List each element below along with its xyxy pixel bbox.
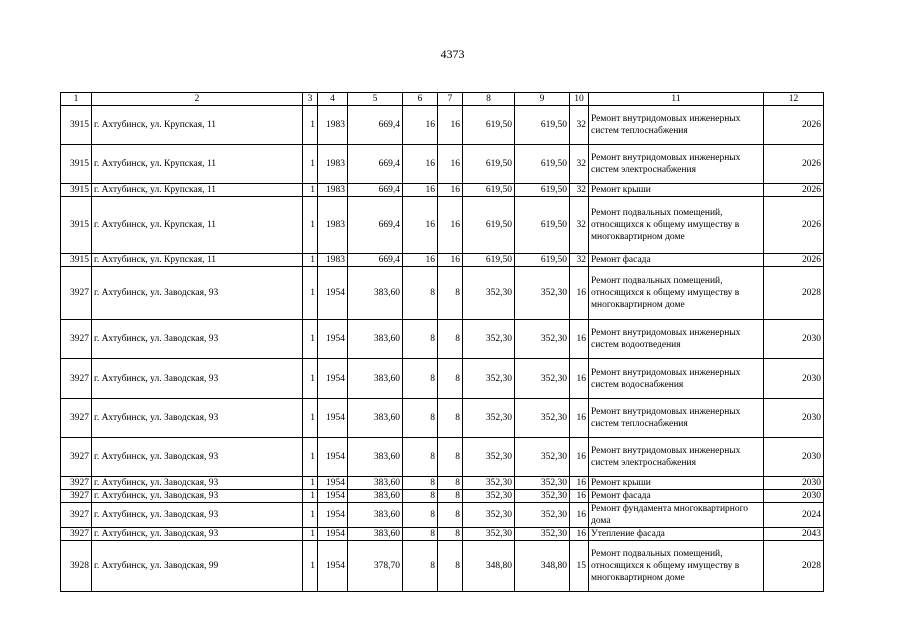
cell-year: 1954 [318,267,348,320]
header-cell: 7 [438,93,463,106]
cell-col3: 1 [303,320,318,359]
cell-id: 3927 [61,490,92,503]
cell-work-type: Ремонт крыши [589,477,764,490]
cell-col6: 8 [403,399,438,438]
cell-col8: 619,50 [463,145,515,184]
cell-col6: 16 [403,184,438,197]
cell-work-type: Ремонт внутридомовых инженерных систем водоотведения [589,320,764,359]
cell-col8: 352,30 [463,267,515,320]
cell-work-type: Ремонт внутридомовых инженерных систем теплоснабжения [589,106,764,145]
table-row [61,503,824,528]
cell-col10: 16 [570,477,589,490]
cell-work-type: Ремонт подвальных помещений, относящихся к общему имуществу в многоквартирном доме [589,197,764,254]
cell-area: 383,60 [348,438,403,477]
cell-col7: 16 [438,197,463,254]
cell-col9: 352,30 [515,267,570,320]
cell-address: г. Ахтубинск, ул. Заводская, 93 [92,503,303,528]
cell-year-due: 2043 [764,528,824,541]
cell-col3: 1 [303,267,318,320]
cell-year-due: 2026 [764,197,824,254]
cell-year: 1954 [318,359,348,399]
cell-area: 669,4 [348,106,403,145]
cell-col10: 16 [570,320,589,359]
table-row [61,145,824,184]
cell-year-due: 2028 [764,541,824,592]
header-cell: 10 [570,93,589,106]
cell-year: 1954 [318,528,348,541]
cell-col6: 8 [403,503,438,528]
cell-year-due: 2030 [764,320,824,359]
cell-col10: 32 [570,197,589,254]
cell-address: г. Ахтубинск, ул. Заводская, 93 [92,399,303,438]
cell-id: 3915 [61,197,92,254]
header-cell: 2 [92,93,303,106]
cell-address: г. Ахтубинск, ул. Заводская, 99 [92,541,303,592]
header-cell: 6 [403,93,438,106]
cell-area: 669,4 [348,197,403,254]
cell-col9: 619,50 [515,184,570,197]
table-row [61,254,824,267]
cell-id: 3927 [61,477,92,490]
header-cell: 3 [303,93,318,106]
cell-col6: 8 [403,320,438,359]
header-cell: 4 [318,93,348,106]
cell-col9: 352,30 [515,503,570,528]
cell-year: 1954 [318,541,348,592]
cell-id: 3927 [61,438,92,477]
table-row [61,528,824,541]
cell-area: 383,60 [348,267,403,320]
cell-year: 1954 [318,503,348,528]
cell-col9: 348,80 [515,541,570,592]
cell-id: 3927 [61,320,92,359]
cell-col9: 352,30 [515,490,570,503]
table-row [61,320,824,359]
cell-id: 3927 [61,503,92,528]
cell-area: 669,4 [348,145,403,184]
cell-col8: 352,30 [463,503,515,528]
cell-address: г. Ахтубинск, ул. Заводская, 93 [92,477,303,490]
header-row [61,93,824,106]
cell-col6: 8 [403,541,438,592]
cell-work-type: Ремонт фасада [589,254,764,267]
header-cell: 1 [61,93,92,106]
cell-col10: 16 [570,528,589,541]
cell-year-due: 2030 [764,359,824,399]
cell-work-type: Ремонт подвальных помещений, относящихся к общему имуществу в многоквартирном доме [589,267,764,320]
cell-address: г. Ахтубинск, ул. Заводская, 93 [92,267,303,320]
table-row [61,106,824,145]
cell-col7: 8 [438,399,463,438]
cell-year: 1954 [318,320,348,359]
cell-year: 1954 [318,438,348,477]
cell-work-type: Ремонт внутридомовых инженерных систем теплоснабжения [589,399,764,438]
cell-year-due: 2026 [764,145,824,184]
cell-year-due: 2026 [764,106,824,145]
table-row [61,490,824,503]
cell-year: 1983 [318,145,348,184]
table-row [61,399,824,438]
cell-area: 383,60 [348,528,403,541]
cell-year-due: 2030 [764,477,824,490]
header-cell: 5 [348,93,403,106]
cell-area: 378,70 [348,541,403,592]
cell-col9: 619,50 [515,145,570,184]
header-cell: 8 [463,93,515,106]
cell-id: 3915 [61,184,92,197]
table-row [61,359,824,399]
cell-col7: 8 [438,267,463,320]
page-number: 4373 [440,47,465,61]
cell-year: 1983 [318,106,348,145]
cell-address: г. Ахтубинск, ул. Крупская, 11 [92,145,303,184]
cell-id: 3927 [61,528,92,541]
cell-col8: 352,30 [463,320,515,359]
cell-id: 3915 [61,145,92,184]
table-body [61,93,824,592]
cell-id: 3915 [61,106,92,145]
cell-area: 383,60 [348,477,403,490]
cell-area: 383,60 [348,359,403,399]
cell-col6: 16 [403,197,438,254]
cell-address: г. Ахтубинск, ул. Крупская, 11 [92,197,303,254]
cell-col6: 8 [403,359,438,399]
cell-col9: 352,30 [515,399,570,438]
cell-id: 3928 [61,541,92,592]
cell-col8: 352,30 [463,359,515,399]
cell-col3: 1 [303,254,318,267]
cell-year: 1954 [318,490,348,503]
cell-area: 669,4 [348,254,403,267]
cell-address: г. Ахтубинск, ул. Заводская, 93 [92,438,303,477]
cell-year-due: 2026 [764,254,824,267]
cell-work-type: Ремонт внутридомовых инженерных систем электроснабжения [589,145,764,184]
cell-col10: 16 [570,399,589,438]
cell-col7: 8 [438,503,463,528]
cell-col10: 16 [570,490,589,503]
cell-col3: 1 [303,528,318,541]
cell-col10: 32 [570,145,589,184]
cell-col7: 16 [438,106,463,145]
cell-col9: 352,30 [515,528,570,541]
header-cell: 12 [764,93,824,106]
header-cell: 9 [515,93,570,106]
cell-area: 383,60 [348,490,403,503]
cell-year-due: 2026 [764,184,824,197]
cell-address: г. Ахтубинск, ул. Крупская, 11 [92,254,303,267]
cell-col7: 8 [438,541,463,592]
cell-col10: 32 [570,184,589,197]
cell-col8: 619,50 [463,254,515,267]
cell-col3: 1 [303,490,318,503]
cell-col10: 15 [570,541,589,592]
repair-schedule-table [60,92,824,592]
cell-address: г. Ахтубинск, ул. Заводская, 93 [92,490,303,503]
cell-year: 1983 [318,254,348,267]
cell-work-type: Ремонт подвальных помещений, относящихся к общему имуществу в многоквартирном доме [589,541,764,592]
cell-col7: 16 [438,145,463,184]
cell-col6: 16 [403,145,438,184]
cell-col10: 16 [570,438,589,477]
cell-col8: 348,80 [463,541,515,592]
cell-col7: 16 [438,254,463,267]
cell-address: г. Ахтубинск, ул. Крупская, 11 [92,106,303,145]
cell-col8: 619,50 [463,106,515,145]
table-row [61,541,824,592]
cell-col3: 1 [303,184,318,197]
cell-area: 669,4 [348,184,403,197]
cell-col7: 8 [438,490,463,503]
cell-col8: 352,30 [463,399,515,438]
cell-col8: 619,50 [463,197,515,254]
cell-col7: 8 [438,477,463,490]
table-row [61,197,824,254]
cell-col8: 352,30 [463,438,515,477]
cell-col10: 16 [570,267,589,320]
cell-col9: 352,30 [515,438,570,477]
cell-col6: 8 [403,528,438,541]
cell-col9: 352,30 [515,320,570,359]
cell-area: 383,60 [348,399,403,438]
cell-address: г. Ахтубинск, ул. Заводская, 93 [92,359,303,399]
cell-year: 1983 [318,184,348,197]
cell-col10: 16 [570,503,589,528]
cell-address: г. Ахтубинск, ул. Крупская, 11 [92,184,303,197]
cell-col3: 1 [303,197,318,254]
cell-work-type: Утепление фасада [589,528,764,541]
table-row [61,438,824,477]
cell-col6: 16 [403,254,438,267]
cell-work-type: Ремонт внутридомовых инженерных систем электроснабжения [589,438,764,477]
cell-col9: 619,50 [515,106,570,145]
cell-col3: 1 [303,106,318,145]
header-cell: 11 [589,93,764,106]
cell-col6: 16 [403,106,438,145]
cell-year-due: 2024 [764,503,824,528]
cell-col3: 1 [303,438,318,477]
cell-year-due: 2030 [764,399,824,438]
cell-col3: 1 [303,541,318,592]
cell-col8: 352,30 [463,528,515,541]
cell-address: г. Ахтубинск, ул. Заводская, 93 [92,528,303,541]
cell-year-due: 2030 [764,490,824,503]
cell-col3: 1 [303,503,318,528]
cell-col7: 8 [438,438,463,477]
cell-col9: 619,50 [515,197,570,254]
cell-col6: 8 [403,490,438,503]
cell-col7: 8 [438,359,463,399]
table-row [61,477,824,490]
cell-work-type: Ремонт внутридомовых инженерных систем водоснабжения [589,359,764,399]
cell-year-due: 2028 [764,267,824,320]
cell-col7: 8 [438,320,463,359]
cell-col9: 619,50 [515,254,570,267]
cell-col10: 32 [570,106,589,145]
cell-year-due: 2030 [764,438,824,477]
cell-col7: 16 [438,184,463,197]
cell-work-type: Ремонт фасада [589,490,764,503]
cell-id: 3927 [61,267,92,320]
cell-year: 1983 [318,197,348,254]
cell-year: 1954 [318,399,348,438]
cell-col10: 16 [570,359,589,399]
cell-work-type: Ремонт крыши [589,184,764,197]
cell-area: 383,60 [348,320,403,359]
cell-col3: 1 [303,399,318,438]
cell-work-type: Ремонт фундамента многоквартирного дома [589,503,764,528]
cell-col8: 352,30 [463,477,515,490]
cell-col7: 8 [438,528,463,541]
cell-col10: 32 [570,254,589,267]
cell-col9: 352,30 [515,477,570,490]
cell-id: 3927 [61,359,92,399]
cell-col3: 1 [303,477,318,490]
cell-col8: 352,30 [463,490,515,503]
cell-col6: 8 [403,438,438,477]
cell-col6: 8 [403,267,438,320]
cell-address: г. Ахтубинск, ул. Заводская, 93 [92,320,303,359]
cell-col9: 352,30 [515,359,570,399]
cell-col3: 1 [303,359,318,399]
cell-col6: 8 [403,477,438,490]
table-row [61,267,824,320]
cell-col8: 619,50 [463,184,515,197]
cell-id: 3927 [61,399,92,438]
table-row [61,184,824,197]
cell-year: 1954 [318,477,348,490]
cell-area: 383,60 [348,503,403,528]
cell-col3: 1 [303,145,318,184]
cell-id: 3915 [61,254,92,267]
